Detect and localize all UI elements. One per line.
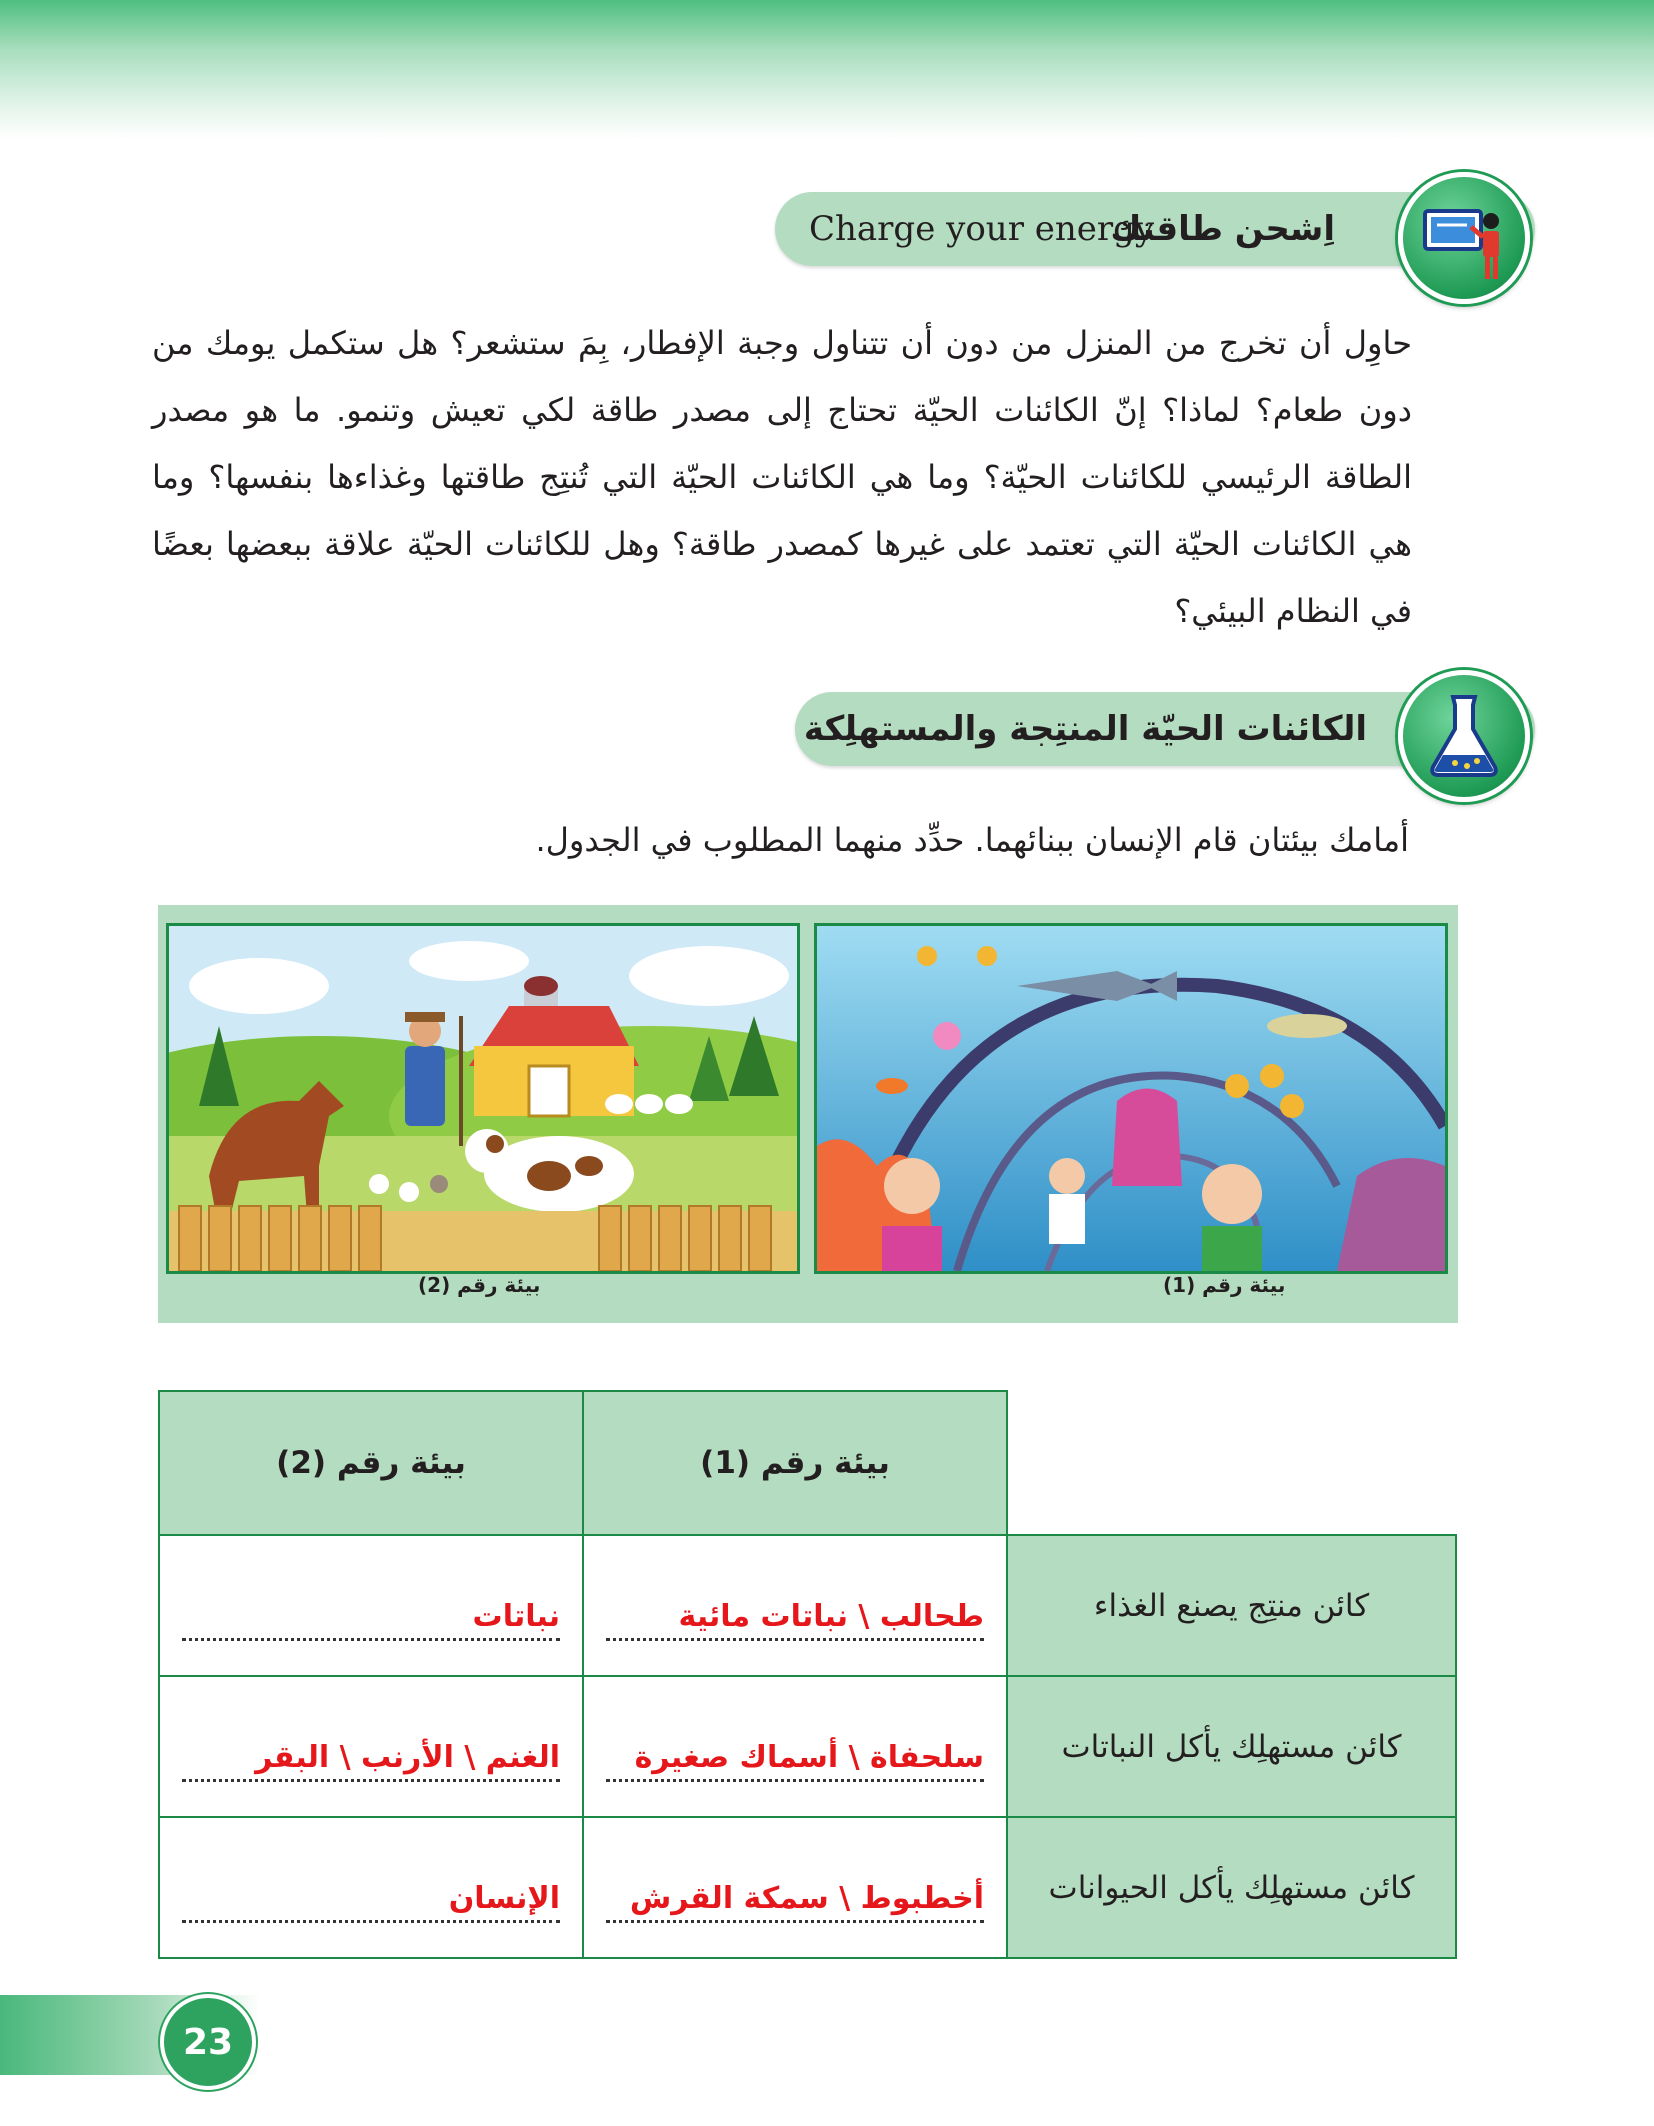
section-title-ar: اِشحن طاقتك	[1110, 209, 1335, 249]
instruction-text: أمامك بيئتان قام الإنسان ببنائهما. حدِّد منهما المطلوب في الجدول.	[535, 821, 1409, 859]
table-cell-row1-env1	[582, 1534, 1008, 1677]
section-title-en: Charge your energy	[809, 209, 1155, 249]
table-row-label-3: كائن مستهلِك يأكل الحيوانات	[1006, 1816, 1457, 1959]
caption-environment-1: بيئة رقم (1)	[1163, 1273, 1286, 1297]
table-cell-row3-env2	[158, 1816, 584, 1959]
table-row-label-2: كائن مستهلِك يأكل النباتات	[1006, 1675, 1457, 1818]
answer-row2-env1: سلحفاة \ أسماك صغيرة	[606, 1737, 984, 1782]
caption-environment-2: بيئة رقم (2)	[418, 1273, 541, 1297]
table-cell-row3-env1	[582, 1816, 1008, 1959]
table-header-env-2: بيئة رقم (2)	[158, 1390, 584, 1536]
answer-row1-env1: طحالب \ نباتات مائية	[606, 1596, 984, 1641]
table-row-label-1: كائن منتِج يصنع الغذاء	[1006, 1534, 1457, 1677]
table-cell-row2-env1	[582, 1675, 1008, 1818]
intro-paragraph: حاوِل أن تخرج من المنزل من دون أن تتناول وجبة الإفطار، بِمَ ستشعر؟ هل ستكمل يومك من دون طعام؟ لماذا؟ إنّ الكائنات الحيّة تحتاج إلى مصدر طاقة لكي تعيش وتنمو. ما هو مصدر الطاقة الرئيسي للكائنات الحيّة؟ وما هي الكائنات الحيّة التي تُنتِج طاقتها وغذاءها بنفسها؟ وما هي الكائنات الحيّة التي تعتمد على غيرها كمصدر طاقة؟ وهل للكائنات الحيّة علاقة ببعضها بعضًا في النظام البيئي؟	[152, 324, 1412, 630]
page-number: 23	[160, 1994, 256, 2090]
answer-row3-env2: الإنسان	[182, 1878, 560, 1923]
table-cell-row2-env2	[158, 1675, 584, 1818]
answer-row1-env2: نباتات	[182, 1596, 560, 1641]
section-title-ar-2: الكائنات الحيّة المنتِجة والمستهلِكة	[803, 709, 1367, 749]
top-header-band	[0, 0, 1654, 140]
table-cell-row1-env2	[158, 1534, 584, 1677]
flask-icon	[1398, 670, 1530, 802]
table-header-env-1: بيئة رقم (1)	[582, 1390, 1008, 1536]
answer-row2-env2: الغنم \ الأرنب \ البقر	[182, 1737, 560, 1782]
aquarium-environment-image	[814, 923, 1448, 1274]
environments-panel	[158, 905, 1458, 1323]
teacher-board-icon	[1398, 172, 1530, 304]
farm-environment-image	[166, 923, 800, 1274]
answer-row3-env1: أخطبوط \ سمكة القرش	[606, 1878, 984, 1923]
